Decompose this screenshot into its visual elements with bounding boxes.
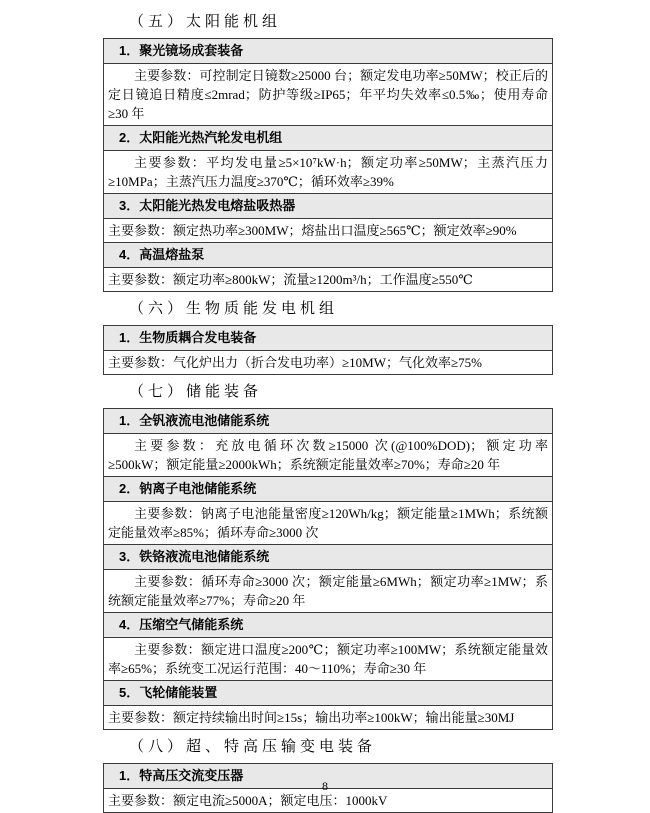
- table-row: [104, 64, 553, 126]
- item-params: 主要参数：钠离子电池能量密度≥120Wh/kg；额定能量≥1MWh；系统额定能量效率≥85%；循环寿命≥3000 次: [104, 502, 553, 545]
- table-row: [104, 502, 553, 545]
- table-row: [104, 326, 553, 351]
- section-energy-storage: [103, 382, 553, 730]
- item-params: 主要参数：平均发电量≥5×10⁷kW·h；额定功率≥50MW；主蒸汽压力≥10MPa；主蒸汽压力温度≥370℃；循环效率≥39%: [104, 151, 553, 194]
- section-biomass-units: [103, 299, 553, 375]
- table-row: [104, 638, 553, 681]
- spec-table-solar: [103, 38, 553, 292]
- page-number: 8: [322, 779, 328, 793]
- item-title: 3．太阳能光热发电熔盐吸热器: [104, 194, 553, 219]
- item-params: 主要参数：额定功率≥800kW；流量≥1200m³/h；工作温度≥550℃: [104, 268, 553, 292]
- table-row: [104, 409, 553, 434]
- item-params: 主要参数：可控制定日镜数≥25000 台；额定发电功率≥50MW；校正后的定日镜追日精度≤2mrad；防护等级≥IP65；年平均失效率≤0.5‰；使用寿命≥30 年: [104, 64, 553, 126]
- table-row: [104, 151, 553, 194]
- item-params: 主要参数：额定进口温度≥200℃；额定功率≥100MW；系统额定能量效率≥65%；系统变工况运行范围：40～110%；寿命≥30 年: [104, 638, 553, 681]
- table-row: [104, 477, 553, 502]
- spec-table-storage: [103, 408, 553, 730]
- item-title: 5．飞轮储能装置: [104, 681, 553, 706]
- item-params: 主要参数：额定电流≥5000A；额定电压：1000kV: [104, 789, 553, 813]
- table-row: [104, 39, 553, 64]
- item-params: 主要参数：循环寿命≥3000 次；额定能量≥6MWh；额定功率≥1MW；系统额定能量效率≥77%；寿命≥20 年: [104, 570, 553, 613]
- table-row: [104, 243, 553, 268]
- section-heading: （八）超、特高压输变电装备: [129, 739, 377, 755]
- item-title: 1．全钒液流电池储能系统: [104, 409, 553, 434]
- item-title: 1．生物质耦合发电装备: [104, 326, 553, 351]
- table-row: [104, 434, 553, 477]
- item-title: 4．高温熔盐泵: [104, 243, 553, 268]
- item-params: 主要参数：气化炉出力（折合发电功率）≥10MW；气化效率≥75%: [104, 351, 553, 375]
- spec-table-biomass: [103, 325, 553, 375]
- table-row: [104, 219, 553, 243]
- item-title: 1．特高压交流变压器: [104, 764, 553, 789]
- item-params: 主要参数：额定热功率≥300MW；熔盐出口温度≥565℃；额定效率≥90%: [104, 219, 553, 243]
- section-uhv-transmission: [103, 737, 553, 813]
- table-row: [104, 351, 553, 375]
- table-row: [104, 681, 553, 706]
- section-solar-units: [103, 12, 553, 292]
- section-heading: （六）生物质能发电机组: [129, 301, 339, 317]
- item-params: 主要参数：额定持续输出时间≥15s；输出功率≥100kW；输出能量≥30MJ: [104, 706, 553, 730]
- item-title: 2．钠离子电池储能系统: [104, 477, 553, 502]
- item-title: 2．太阳能光热汽轮发电机组: [104, 126, 553, 151]
- section-heading: （五）太阳能机组: [129, 14, 282, 30]
- item-params: 主要参数：充放电循环次数≥15000 次(@100%DOD)；额定功率≥500kW；额定能量≥2000kWh；系统额定能量效率≥70%；寿命≥20 年: [104, 434, 553, 477]
- table-row: [104, 194, 553, 219]
- table-row: [104, 126, 553, 151]
- table-row: [104, 570, 553, 613]
- section-heading: （七）储能装备: [129, 384, 263, 400]
- table-row: [104, 613, 553, 638]
- item-title: 1．聚光镜场成套装备: [104, 39, 553, 64]
- document-page: [103, 10, 553, 813]
- item-title: 4．压缩空气储能系统: [104, 613, 553, 638]
- table-row: [104, 545, 553, 570]
- item-title: 3．铁铬液流电池储能系统: [104, 545, 553, 570]
- table-row: [104, 268, 553, 292]
- table-row: [104, 706, 553, 730]
